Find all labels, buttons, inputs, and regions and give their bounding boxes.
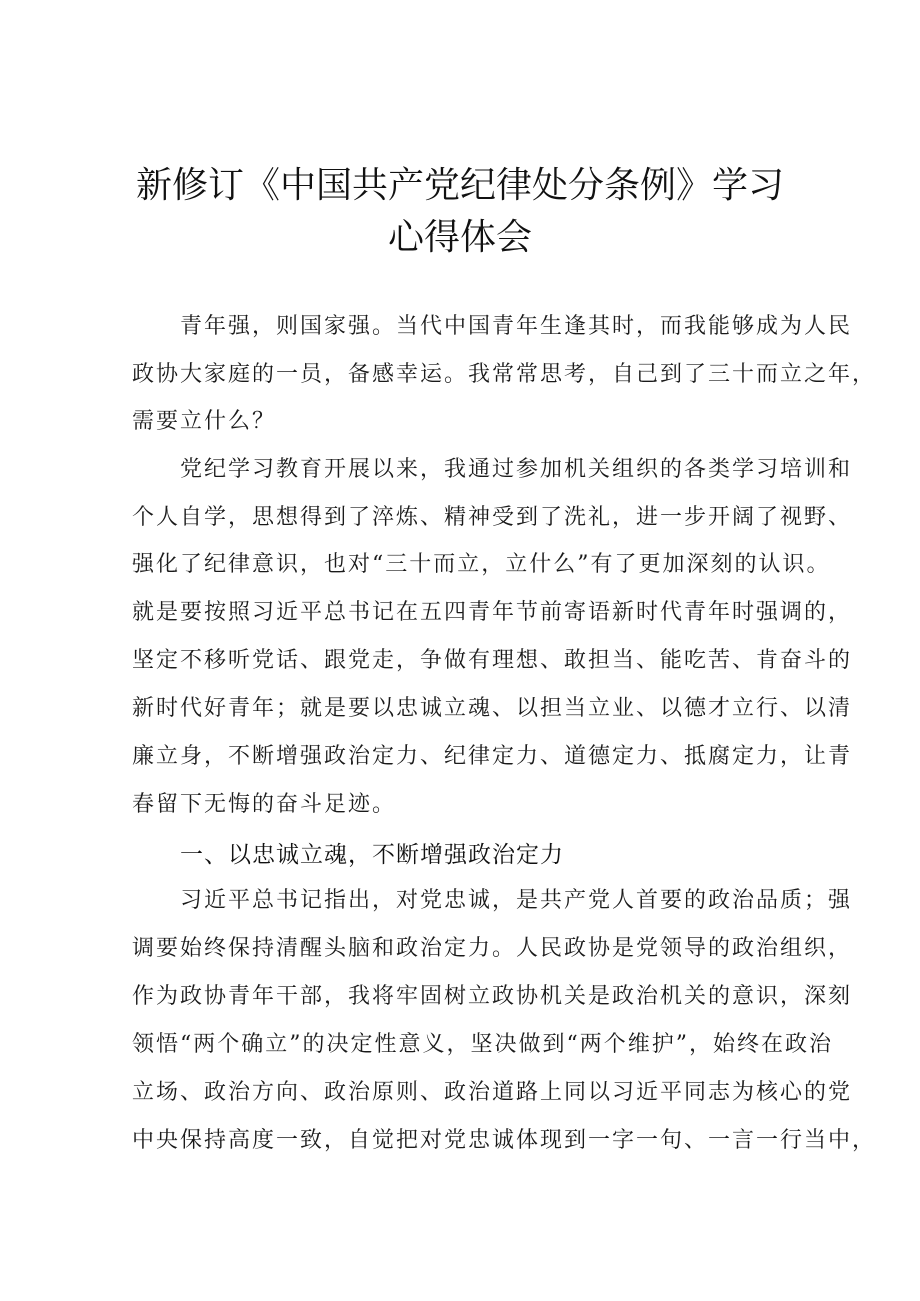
- paragraph-2-line-2: 个人自学，思想得到了淬炼、精神受到了洗礼，进一步开阔了视野、: [132, 505, 853, 530]
- paragraph-1-line-2: 政协大家庭的一员，备感幸运。我常常思考，自己到了三十而立之年，: [132, 362, 877, 387]
- document-title-line-2: 心得体会: [387, 217, 532, 258]
- paragraph-2-line-7: 廉立身，不断增强政治定力、纪律定力、道德定力、抵腐定力，让青: [132, 744, 853, 769]
- paragraph-2-line-8: 春留下无悔的奋斗足迹。: [132, 792, 397, 817]
- paragraph-2-line-1: 党纪学习教育开展以来，我通过参加机关组织的各类学习培训和: [180, 457, 853, 482]
- paragraph-3-line-5: 立场、政治方向、政治原则、政治道路上同以习近平同志为核心的党: [132, 1080, 853, 1105]
- paragraph-3-line-1: 习近平总书记指出，对党忠诚，是共产党人首要的政治品质；强: [180, 888, 853, 913]
- paragraph-1-line-3: 需要立什么？: [132, 409, 277, 434]
- paragraph-2-line-3: 强化了纪律意识，也对“三十而立，立什么”有了更加深刻的认识。: [132, 552, 831, 577]
- paragraph-3-line-2: 调要始终保持清醒头脑和政治定力。人民政协是党领导的政治组织，: [132, 936, 853, 961]
- paragraph-1-line-1: 青年强，则国家强。当代中国青年生逢其时，而我能够成为人民: [180, 314, 853, 339]
- document-title-line-1: 新修订《中国共产党纪律处分条例》学习: [135, 165, 784, 206]
- paragraph-2-line-4: 就是要按照习近平总书记在五四青年节前寄语新时代青年时强调的，: [132, 600, 853, 625]
- paragraph-3-line-3: 作为政协青年干部，我将牢固树立政协机关是政治机关的意识，深刻: [132, 984, 853, 1009]
- paragraph-3-line-4: 领悟“两个确立”的决定性意义，坚决做到“两个维护”，始终在政治: [132, 1032, 833, 1057]
- paragraph-2-line-6: 新时代好青年；就是要以忠诚立魂、以担当立业、以德才立行、以清: [132, 696, 853, 721]
- paragraph-2-line-5: 坚定不移听党话、跟党走，争做有理想、敢担当、能吃苦、肯奋斗的: [132, 648, 853, 673]
- section-heading-1: 一、以忠诚立魂，不断增强政治定力: [180, 842, 564, 868]
- paragraph-3-line-6: 中央保持高度一致，自觉把对党忠诚体现到一字一句、一言一行当中，: [132, 1128, 877, 1153]
